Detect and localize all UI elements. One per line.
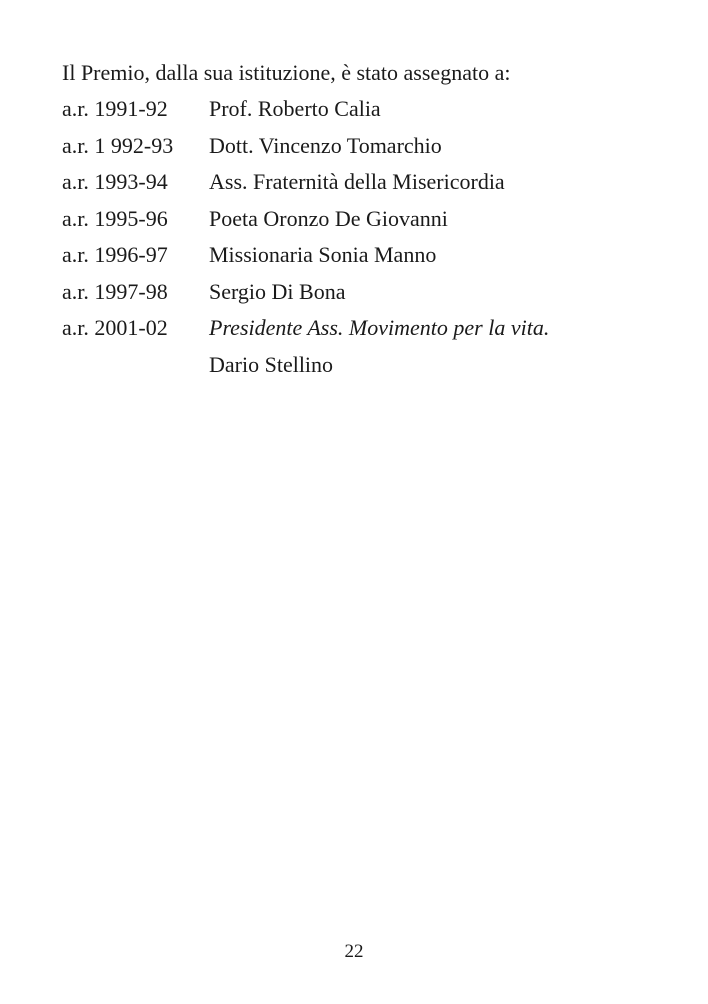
award-year: a.r. 2001-02 [62, 315, 168, 340]
intro-text: Il Premio, dalla sua istituzione, è stato assegnato a: [62, 60, 511, 85]
award-year: a.r. 1997-98 [62, 278, 168, 304]
award-recipient: Dott. Vincenzo Tomarchio [209, 132, 442, 158]
award-row [62, 167, 682, 204]
award-recipient-title: Presidente Ass. Movimento per la vita. [209, 315, 550, 340]
award-recipient: Missionaria Sonia Manno [209, 242, 437, 267]
award-row [62, 131, 682, 168]
award-row [62, 204, 682, 241]
award-row [62, 350, 682, 387]
award-year: a.r. 1993-94 [62, 169, 168, 194]
award-year: a.r. 1991-92 [62, 96, 168, 121]
award-recipient: Ass. Fraternità della Misericordia [209, 169, 505, 194]
award-year: a.r. 1996-97 [62, 242, 168, 267]
award-list [62, 94, 682, 386]
award-recipient: Poeta Oronzo De Giovanni [209, 205, 448, 231]
award-recipient: Prof. Roberto Calia [209, 96, 381, 121]
award-recipient: Sergio Di Bona [209, 278, 346, 304]
award-year: a.r. 1995-96 [62, 205, 168, 231]
award-row [62, 94, 682, 131]
page-number: 22 [344, 941, 364, 962]
award-row [62, 240, 682, 277]
award-recipient: Dario Stellino [209, 351, 334, 377]
award-row [62, 313, 682, 350]
award-year: a.r. 1 992-93 [62, 132, 174, 158]
award-row [62, 277, 682, 314]
